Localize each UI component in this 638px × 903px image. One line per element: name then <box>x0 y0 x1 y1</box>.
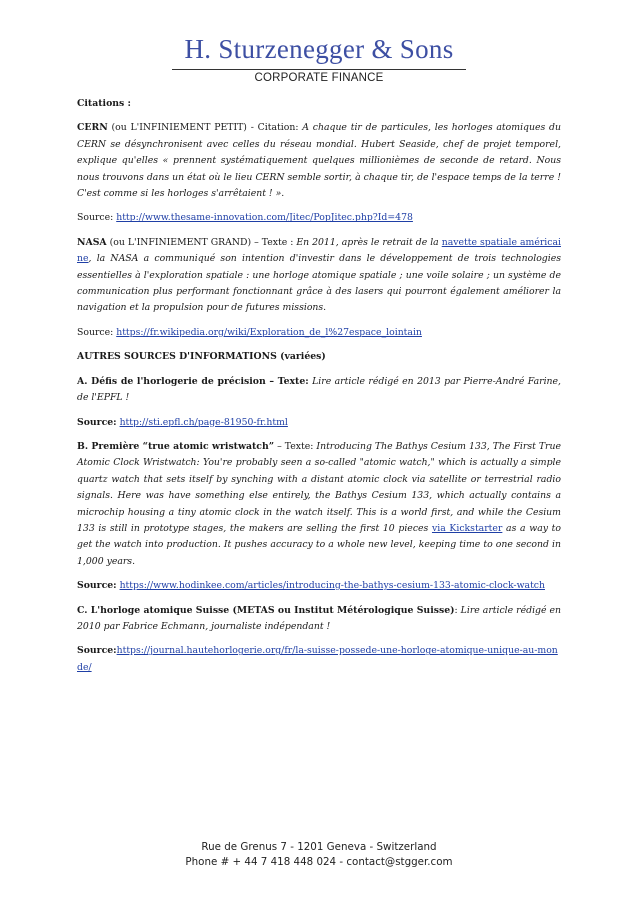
footer-contact: Phone # + 44 7 418 448 024 - contact@stgger.com <box>185 856 453 868</box>
citations-heading: Citations : <box>77 98 131 109</box>
nasa-source: Source: https://fr.wikipedia.org/wiki/Exploration_de_l%27espace_lointain <box>77 326 422 338</box>
item-b-source-link[interactable]: https://www.hodinkee.com/articles/introducing-the-bathys-cesium-133-atomic-clock-watch <box>119 580 545 592</box>
item-a-source-link[interactable]: http://sti.epfl.ch/page-81950-fr.html <box>119 416 288 428</box>
cern-label: CERN <box>77 122 108 134</box>
footer-address: Rue de Grenus 7 - 1201 Geneva - Switzerland <box>201 841 437 853</box>
company-subtitle: CORPORATE FINANCE <box>254 72 384 84</box>
item-b-paragraph: B. Première “true atomic wristwatch” – Texte: Introducing The Bathys Cesium 133, The First True Atomic Clock Wristwatch: You're probably seen a so-called "atomic watch," which is actually a simple quartz watch that sets itself by synching with a distant atomic clock via satellite or terrestrial radio signals. Here was have something else entirely, the Bathys Cesium 133, which actually contains a microchip housing a tiny atomic clock in the watch itself. This is a world first, and while the Cesium 133 is still in prototype stages, the makers are selling the first 10 pieces via Kickstarter as a way to get the watch into production. It pushes accuracy to a whole new level, keeping time to one second in 1,000 years. <box>77 440 561 567</box>
nasa-label: NASA <box>77 236 107 248</box>
cern-paragraph: CERN (ou L'INFINIEMENT PETIT) - Citation: A chaque tir de particules, les horloges atomiques du CERN se désynchronisent avec celles du réseau mondial. Hubert Seaside, chef de projet temporel, explique qu'elles « prennent systématiquement quelques millionièmes de seconde de retard. Nous nous trouvons dans un état où le lieu CERN semble sortir, à chaque tir, de l'espace temps de la terre ! C'est comme si les horloges s'arrêtaient ! ». <box>77 122 561 200</box>
nasa-source-link[interactable]: https://fr.wikipedia.org/wiki/Exploration_de_l%27espace_lointain <box>116 326 422 338</box>
document-body <box>77 96 561 684</box>
kickstarter-link[interactable]: via Kickstarter <box>431 522 503 534</box>
cern-source: Source: http://www.thesame-innovation.com/Jitec/PopJitec.php?Id=478 <box>77 212 413 224</box>
item-b-source: Source: https://www.hodinkee.com/articles/introducing-the-bathys-cesium-133-atomic-clock-watch <box>77 580 545 592</box>
nasa-paragraph: NASA (ou L'INFINIEMENT GRAND) – Texte : En 2011, après le retrait de la navette spatiale américaine, la NASA a communiqué son intention d'investir dans le développement de trois technologies essentielles à l'exploration spatiale : une horloge atomique spatiale ; une voile solaire ; un système de communication plus performant fonctionnant grâce à des lasers qui pourront également améliorer la navigation et la propulsion pour de futures missions. <box>77 236 561 314</box>
item-a-paragraph: A. Défis de l'horlogerie de précision – Texte: Lire article rédigé en 2013 par Pierre-André Farine, de l'EPFL ! <box>77 375 561 404</box>
header-rule <box>172 69 466 70</box>
item-a-source: Source: http://sti.epfl.ch/page-81950-fr.html <box>77 416 288 428</box>
item-c-source-link[interactable]: https://journal.hautehorlogerie.org/fr/la-suisse-possede-une-horloge-atomique-unique-au-monde/ <box>77 645 558 673</box>
company-name: H. Sturzenegger & Sons <box>184 34 454 64</box>
cern-source-link[interactable]: http://www.thesame-innovation.com/Jitec/PopJitec.php?Id=478 <box>116 212 413 224</box>
item-c-paragraph: C. L'horloge atomique Suisse (METAS ou Institut Métérologique Suisse): Lire article rédigé en 2010 par Fabrice Echmann, journaliste indépendant ! <box>77 604 561 632</box>
item-c-source: Source:https://journal.hautehorlogerie.org/fr/la-suisse-possede-une-horloge-atomique-unique-au-monde/ <box>77 645 558 673</box>
navette-link[interactable]: navette spatiale américaine <box>77 236 561 265</box>
letterhead <box>0 34 638 84</box>
footer <box>0 840 638 870</box>
cern-quote: A chaque tir de particules, les horloges atomiques du CERN se désynchronisent avec celles du réseau mondial. Hubert Seaside, chef de projet temporel, explique qu'elles « prennent systématiquement quelques millionièmes de seconde de retard. Nous nous trouvons dans un état où le lieu CERN semble sortir, à chaque tir, de l'espace temps de la terre ! C'est comme si les horloges s'arrêtaient ! ». <box>77 122 561 200</box>
other-sources-heading: AUTRES SOURCES D'INFORMATIONS (variées) <box>77 351 326 363</box>
